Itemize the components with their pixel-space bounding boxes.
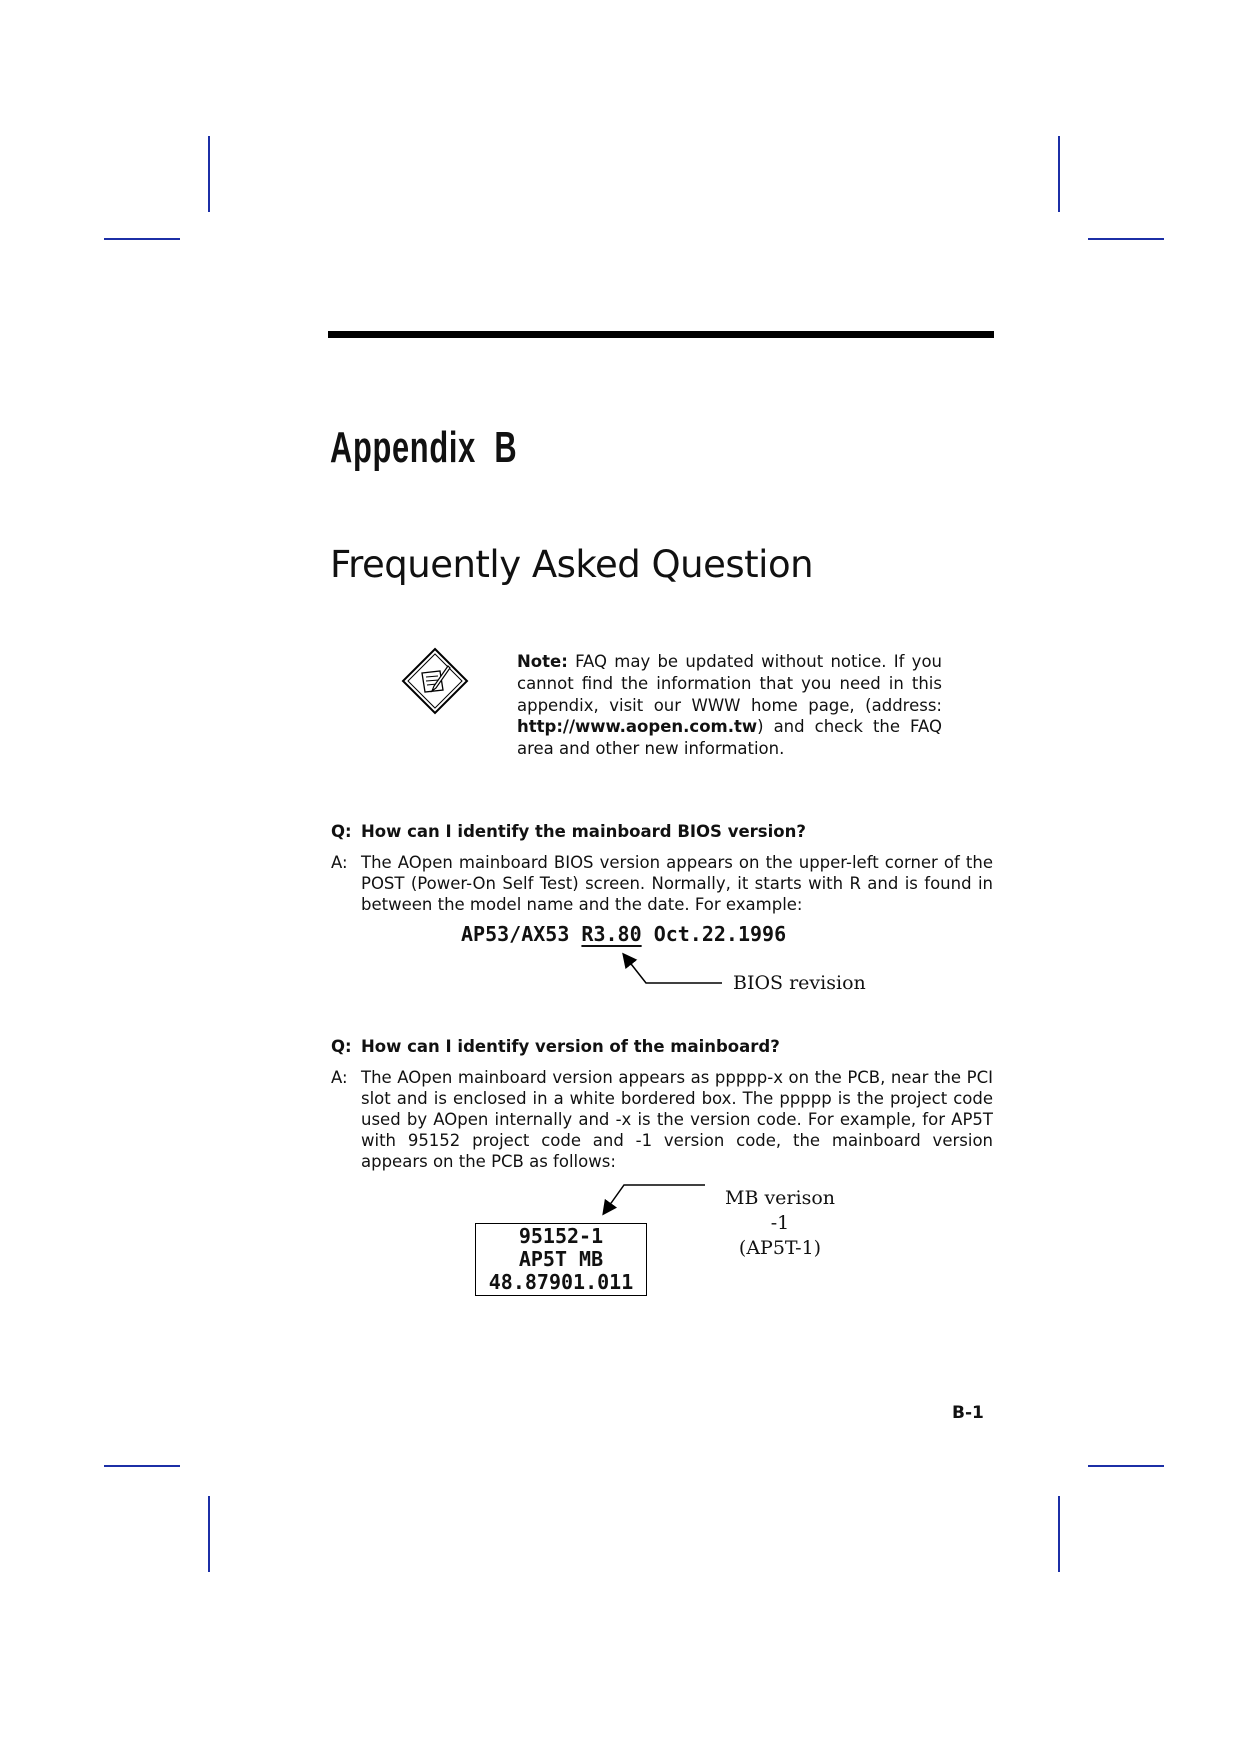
mb-callout-line2: (AP5T-1) — [738, 1237, 822, 1259]
faq-answer — [331, 1067, 993, 1172]
note-text: FAQ may be updated without notice. If you cannot find the information that you need in this appendix, visit our WWW home page, (address: — [517, 652, 942, 715]
mb-model-line: AP5T MB — [518, 1247, 604, 1271]
answer-text: The AOpen mainboard version appears as ppppp-x on the PCB, near the PCI slot and is enclosed in a white bordered box. The ppppp is the project code used by AOpen internally and -x is the version code. For example, for AP5T with 95152 project code and -1 version code, the mainboard version appears on the PCB as follows: — [361, 1068, 993, 1171]
mb-version-line: 95152-1 — [518, 1224, 604, 1248]
mb-version-callout — [718, 1186, 842, 1261]
mb-callout-arrow — [604, 1185, 705, 1213]
bios-date: Oct.22.1996 — [653, 922, 787, 946]
answer-text: The AOpen mainboard BIOS version appears on the upper-left corner of the POST (Power-On Self Test) screen. Normally, it starts with R and is found in between the model name and the date. For example: — [361, 853, 993, 914]
mb-version-box — [475, 1223, 647, 1296]
answer-label: A: — [331, 853, 348, 872]
question-text: How can I identify version of the mainboard? — [361, 1037, 780, 1056]
question-text: How can I identify the mainboard BIOS version? — [361, 822, 806, 841]
faq-item — [331, 1036, 993, 1172]
section-title: Frequently Asked Question — [330, 543, 814, 586]
mb-callout-line1: MB verison -1 — [724, 1187, 836, 1234]
question-label: Q: — [331, 822, 352, 841]
question-label: Q: — [331, 1037, 352, 1056]
bios-revision: R3.80 — [581, 922, 642, 946]
note-text-end: ) and check the FAQ area and other new information. — [517, 717, 942, 759]
faq-question — [331, 1036, 993, 1057]
bios-callout-arrow — [624, 955, 722, 983]
bios-model: AP53/AX53 — [461, 922, 570, 946]
mb-part-line: 48.87901.011 — [488, 1270, 634, 1294]
note-url[interactable]: http://www.aopen.com.tw — [517, 717, 758, 737]
appendix-title: Appendix B — [330, 423, 518, 472]
bios-revision-callout: BIOS revision — [733, 972, 866, 994]
answer-label: A: — [331, 1068, 348, 1087]
page-number: B-1 — [952, 1403, 984, 1423]
note-label: Note: — [517, 652, 568, 671]
